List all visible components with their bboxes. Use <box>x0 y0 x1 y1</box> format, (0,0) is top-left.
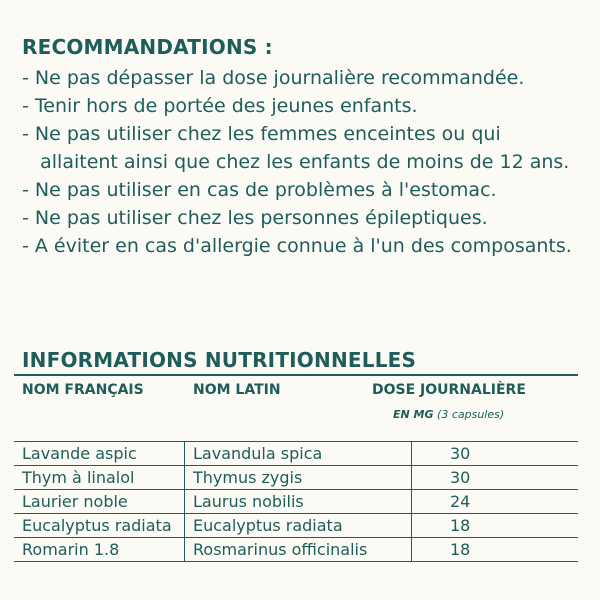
column-header-dose: DOSE JOURNALIÈRE <box>372 382 526 398</box>
table-row <box>14 537 578 562</box>
cell-dose: 18 <box>450 516 471 535</box>
column-divider <box>411 538 412 561</box>
cell-dose: 18 <box>450 540 471 559</box>
recommandation-item: - Tenir hors de portée des jeunes enfants. <box>22 95 418 117</box>
cell-nom-francais: Thym à linalol <box>22 468 135 487</box>
cell-dose: 24 <box>450 492 471 511</box>
cell-nom-latin: Lavandula spica <box>193 444 323 463</box>
informations-title: INFORMATIONS NUTRITIONNELLES <box>22 348 417 372</box>
header-divider <box>14 374 578 376</box>
cell-nom-latin: Laurus nobilis <box>193 492 304 511</box>
recommandation-item: - Ne pas utiliser chez les femmes enceintes ou qui <box>22 123 501 145</box>
cell-nom-francais: Laurier noble <box>22 492 128 511</box>
nutrition-table <box>14 441 578 562</box>
column-divider <box>411 490 412 513</box>
capsules-label: (3 capsules) <box>437 408 505 421</box>
cell-nom-latin: Eucalyptus radiata <box>193 516 343 535</box>
recommandation-item: - Ne pas utiliser chez les personnes épileptiques. <box>22 207 488 229</box>
table-row <box>14 465 578 489</box>
column-divider <box>184 442 185 465</box>
column-divider <box>411 514 412 537</box>
unit-label: EN MG <box>393 408 434 421</box>
recommandations-list <box>22 64 572 260</box>
table-row <box>14 513 578 537</box>
column-header-nom-latin: NOM LATIN <box>193 382 281 398</box>
table-row <box>14 489 578 513</box>
column-divider <box>184 466 185 489</box>
cell-dose: 30 <box>450 468 471 487</box>
cell-nom-latin: Rosmarinus officinalis <box>193 540 368 559</box>
column-divider <box>184 538 185 561</box>
column-divider <box>184 514 185 537</box>
recommandation-item: allaitent ainsi que chez les enfants de moins de 12 ans. <box>22 151 570 173</box>
recommandation-item: - A éviter en cas d'allergie connue à l'un des composants. <box>22 235 572 257</box>
recommandation-item: - Ne pas utiliser en cas de problèmes à l'estomac. <box>22 179 497 201</box>
recommandation-item: - Ne pas dépasser la dose journalière recommandée. <box>22 67 525 89</box>
column-divider <box>411 466 412 489</box>
cell-nom-latin: Thymus zygis <box>193 468 303 487</box>
recommandations-title: RECOMMANDATIONS : <box>22 35 273 59</box>
column-header-nom-francais: NOM FRANÇAIS <box>22 382 144 398</box>
table-row <box>14 441 578 465</box>
column-subheader-unit <box>393 408 504 421</box>
cell-nom-francais: Lavande aspic <box>22 444 137 463</box>
cell-dose: 30 <box>450 444 471 463</box>
column-divider <box>411 442 412 465</box>
column-divider <box>184 490 185 513</box>
cell-nom-francais: Romarin 1.8 <box>22 540 120 559</box>
cell-nom-francais: Eucalyptus radiata <box>22 516 172 535</box>
